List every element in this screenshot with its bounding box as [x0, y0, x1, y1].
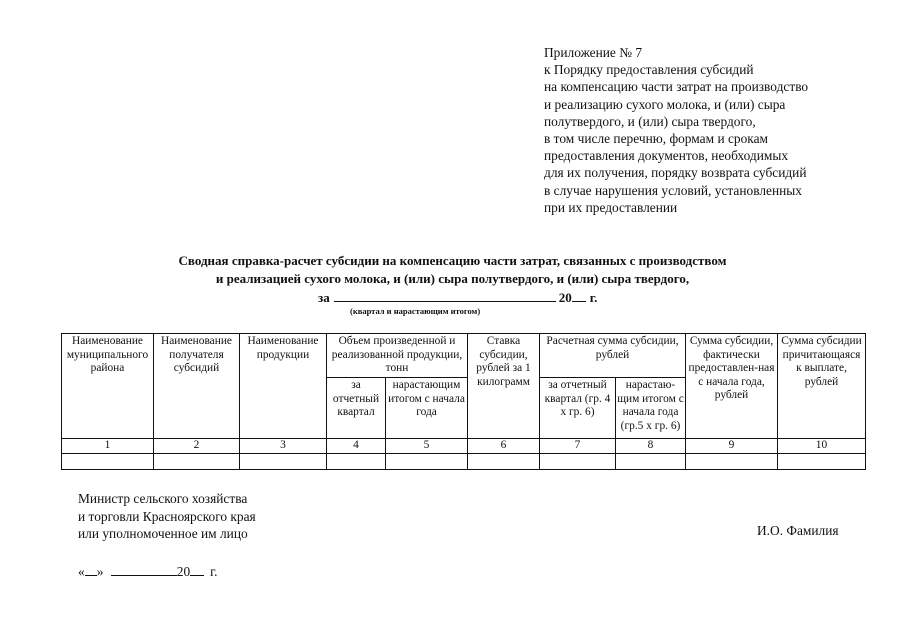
period-suffix: г.: [589, 290, 598, 305]
column-number: 6: [468, 439, 540, 454]
date-suffix: г.: [210, 564, 218, 579]
signature-name: И.О. Фамилия: [757, 523, 839, 538]
header-product: Наименование продукции: [240, 334, 327, 439]
header-due: Сумма субсидии причитающаяся к выплате, рублей: [778, 334, 866, 439]
appendix-line: Приложение № 7: [544, 45, 643, 60]
period-blank: [334, 289, 556, 302]
empty-cell: [386, 454, 468, 470]
minister-block: [78, 490, 256, 543]
appendix-line: полутвердого, и (или) сыра твердого,: [544, 113, 756, 129]
appendix-line: в случае нарушения условий, установленных: [544, 182, 802, 198]
minister-line-1: Министр сельского хозяйства: [78, 491, 248, 506]
period-note: (квартал и нарастающим итогом): [350, 306, 481, 316]
year-blank: [190, 563, 204, 576]
appendix-line: при их предоставлении: [544, 199, 678, 215]
empty-cell: [468, 454, 540, 470]
appendix-line: в том числе перечню, формам и срокам: [544, 131, 769, 147]
empty-cell: [686, 454, 778, 470]
appendix-line: предоставления документов, необходимых: [544, 148, 789, 164]
date-year: 20: [176, 564, 191, 579]
header-calc: Расчетная сумма субсидии, рублей: [540, 334, 686, 378]
column-number: 7: [540, 439, 616, 454]
header-recipient: Наименование получателя субсидий: [154, 334, 240, 439]
column-number: 1: [62, 439, 154, 454]
empty-cell: [62, 454, 154, 470]
table-row: [62, 454, 866, 470]
day-blank: [85, 563, 97, 576]
empty-cell: [540, 454, 616, 470]
date-open-quote: «: [78, 564, 85, 579]
period-line: [318, 289, 597, 306]
appendix-line: и реализацию сухого молока, и (или) сыра: [544, 96, 786, 112]
appendix-line: к Порядку предоставления субсидий: [544, 62, 754, 78]
column-number: 4: [327, 439, 386, 454]
minister-line-3: или уполномоченное им лицо: [78, 526, 248, 541]
empty-cell: [778, 454, 866, 470]
period-prefix: за: [318, 290, 330, 305]
header-calc-cumulative: нарастаю-щим итогом с начала года (гр.5 х гр. 6): [616, 378, 686, 439]
header-district: Наименование муниципального района: [62, 334, 154, 439]
header-rate: Ставка субсидии, рублей за 1 килограмм: [468, 334, 540, 439]
appendix-line: на компенсацию части затрат на производство: [544, 79, 809, 95]
header-provided: Сумма субсидии, фактически предоставлен-ная с начала года, рублей: [686, 334, 778, 439]
empty-cell: [327, 454, 386, 470]
column-number: 3: [240, 439, 327, 454]
document-title: [0, 252, 905, 287]
column-number: 9: [686, 439, 778, 454]
appendix-header: [544, 44, 884, 216]
header-calc-quarter: за отчетный квартал (гр. 4 х гр. 6): [540, 378, 616, 439]
header-volume-cumulative: нарастающим итогом с начала года: [386, 378, 468, 439]
minister-line-2: и торговли Красноярского края: [78, 508, 256, 524]
header-volume: Объем произведенной и реализованной продукции, тонн: [327, 334, 468, 378]
subsidy-table: [61, 333, 866, 470]
empty-cell: [240, 454, 327, 470]
column-number: 2: [154, 439, 240, 454]
date-close-quote: »: [96, 564, 104, 579]
appendix-line: для их получения, порядку возврата субсидий: [544, 165, 807, 181]
empty-cell: [154, 454, 240, 470]
header-volume-quarter: за отчетный квартал: [327, 378, 386, 439]
period-year: 20: [558, 290, 572, 305]
period-year-blank: [572, 289, 586, 302]
column-number: 10: [778, 439, 866, 454]
title-line-2: и реализацией сухого молока, и (или) сыра полутвердого, и (или) сыра твердого,: [215, 270, 690, 286]
month-blank: [111, 563, 177, 576]
column-number: 5: [386, 439, 468, 454]
column-number: 8: [616, 439, 686, 454]
empty-cell: [616, 454, 686, 470]
title-line-1: Сводная справка-расчет субсидии на компенсацию части затрат, связанных с производством: [178, 253, 727, 268]
date-line: [78, 563, 218, 580]
